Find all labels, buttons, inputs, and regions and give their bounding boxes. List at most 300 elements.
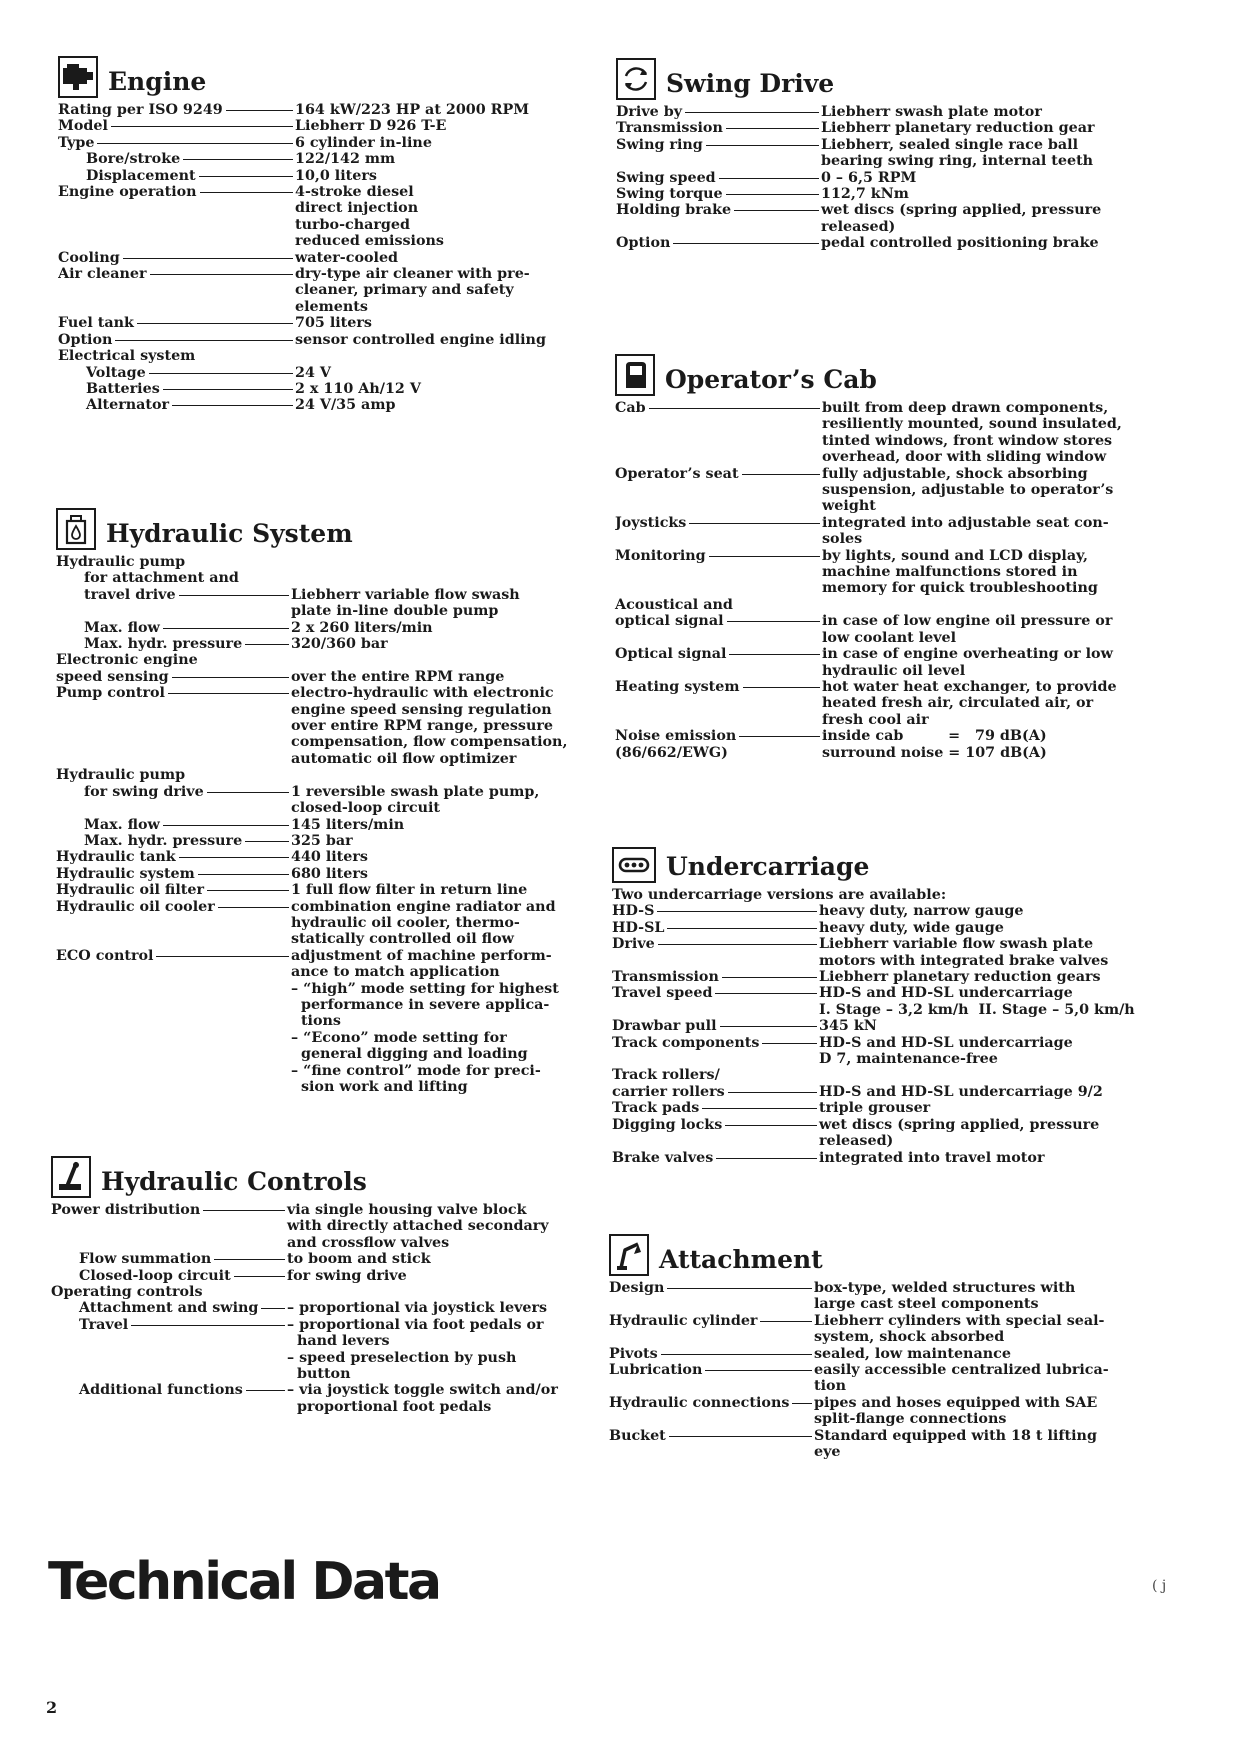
operators-cab-title: Operator’s Cab [665,365,877,394]
leader-line [722,977,817,978]
spec-value-line: 325 bar [291,832,353,849]
spec-value-line: Liebherr planetary reduction gear [821,120,1095,137]
leader-line [667,928,817,929]
spec-label: travel drive [84,586,176,603]
leader-line [245,841,289,842]
leader-line [234,1276,285,1277]
spec-value-line: elements [295,298,368,315]
spec-row [56,882,586,898]
spec-label: Max. hydr. pressure [84,832,243,849]
spec-row [609,1395,1184,1428]
spec-label: Electronic engine [56,652,198,669]
spec-label: Drive by [616,104,683,120]
spec-value-line: plate in-line double pump [291,603,499,620]
leader-line [179,857,289,858]
spec-value-line: to boom and stick [287,1251,431,1268]
spec-value [295,135,578,151]
spec-value-line: in case of engine overheating or low [822,646,1113,663]
spec-value [822,400,1185,466]
leader-line [163,825,289,826]
leader-line [111,126,293,127]
spec-value-line: 164 kW/223 HP at 2000 RPM [295,102,530,118]
spec-value-line: 24 V [295,364,331,381]
spec-row [616,235,1176,251]
spec-label: Option [58,331,113,348]
spec-label: Heating system [615,678,740,695]
spec-value [295,118,578,134]
spec-value-line: Liebherr swash plate motor [821,104,1042,120]
spec-value [819,1018,1187,1034]
spec-value [814,1428,1184,1461]
leader-line [649,408,820,409]
spec-value-line: 112,7 kNm [821,186,909,203]
spec-value [287,1251,581,1267]
leader-line [792,1403,812,1404]
engine-section [58,48,578,414]
spec-value-line: Standard equipped with 18 t lifting [814,1427,1097,1444]
spec-value [819,1084,1187,1100]
spec-value-line: direct injection [295,200,419,217]
spec-value [814,1362,1184,1395]
leader-line [97,143,293,144]
spec-label: Electrical system [58,348,196,365]
spec-value-line: resiliently mounted, sound insulated, [822,416,1122,433]
spec-row [616,104,1176,120]
spec-value-line: 705 liters [295,315,372,332]
spec-label: Hydraulic tank [56,849,176,866]
spec-value [291,784,586,817]
leader-line [179,595,289,596]
spec-value-line: released) [821,218,896,235]
spec-row [56,849,586,865]
spec-value-line: cleaner, primary and safety [295,282,514,299]
spec-value-line: 10,0 liters [295,167,377,184]
spec-row [615,466,1185,515]
spec-value-line: – speed preselection by push [287,1349,517,1366]
spec-value-line: for swing drive [287,1267,407,1284]
leader-line [123,258,293,259]
spec-row [612,1150,1187,1166]
spec-value-line: released) [819,1133,894,1150]
spec-row [51,1317,581,1383]
spec-value [821,120,1176,136]
spec-value-line: electro-hydraulic with electronic [291,685,554,702]
spec-row [58,102,578,118]
attachment-section [609,1226,1184,1460]
spec-row [58,332,578,348]
spec-label: Swing torque [616,186,723,203]
spec-value [822,515,1185,548]
spec-value-line: – “fine control” mode for preci- [291,1062,541,1079]
spec-row [56,948,586,1096]
spec-row [51,1382,581,1415]
spec-value-line: split-flange connections [814,1411,1007,1428]
swing-drive-section [616,50,1176,252]
leader-line [669,1436,812,1437]
spec-label: Track pads [612,1100,700,1117]
spec-value-line: hot water heat exchanger, to provide [822,678,1117,695]
swing-drive-spec-list [616,104,1176,252]
spec-value-line: 1 full flow filter in return line [291,882,528,899]
leader-line [172,405,293,406]
spec-value [291,685,586,767]
leader-line [199,176,293,177]
spec-value-line: integrated into travel motor [819,1149,1045,1166]
spec-row [615,613,1185,646]
spec-value-line: pedal controlled positioning brake [821,235,1099,252]
undercarriage-spec-list [612,903,1187,1166]
spec-row [56,817,586,833]
spec-row [612,1018,1187,1034]
spec-value-line: compensation, flow compensation, [291,734,568,751]
spec-value-line: 1 reversible swash plate pump, [291,783,540,800]
spec-label: Engine operation [58,184,197,201]
spec-row [612,1067,1187,1083]
spec-label: Hydraulic oil cooler [56,898,215,915]
spec-row [56,587,586,620]
spec-label: Batteries [86,380,160,397]
spec-value [814,1395,1184,1428]
spec-value-line: by lights, sound and LCD display, [822,547,1089,564]
spec-value-line: Liebherr variable flow swash plate [819,936,1094,953]
spec-value-line: inside cab = 79 dB(A) [822,728,1047,745]
spec-label: Swing ring [616,136,703,153]
spec-label: ECO control [56,947,154,964]
hydraulic-system-header [56,500,586,550]
spec-label: Acoustical and [615,596,733,613]
spec-label: Operator’s seat [615,465,739,482]
spec-row [56,833,586,849]
swing-drive-title: Swing Drive [666,69,835,98]
spec-value-line: heavy duty, narrow gauge [819,903,1024,920]
leader-line [702,1108,817,1109]
spec-label: Holding brake [616,202,732,219]
spec-value-line: Liebherr cylinders with special seal- [814,1312,1105,1329]
spec-value [291,899,586,948]
spec-value-line: hydraulic oil cooler, thermo- [291,914,520,931]
joystick-lever-icon [51,1156,91,1198]
leader-line [726,194,819,195]
leader-line [729,654,820,655]
leader-line [720,1026,817,1027]
spec-row [609,1428,1184,1461]
spec-row [51,1268,581,1284]
leader-line [734,210,819,211]
spec-label: Travel [79,1316,129,1333]
spec-value-line: suspension, adjustable to operator’s [822,482,1114,499]
spec-value [821,202,1176,235]
spec-value-line: proportional foot pedals [287,1398,492,1415]
spec-value [291,882,586,898]
spec-label: Transmission [612,969,719,986]
spec-label: carrier rollers [612,1083,725,1100]
spec-value-line: automatic oil flow optimizer [291,750,517,767]
spec-row [58,381,578,397]
spec-value [814,1346,1184,1362]
spec-value [822,646,1185,679]
spec-value [819,1035,1187,1068]
spec-value [295,266,578,315]
spec-value [287,1300,581,1316]
spec-value-line: sensor controlled engine idling [295,331,546,348]
spec-row [616,202,1176,235]
spec-row [609,1346,1184,1362]
undercarriage-section [612,833,1187,1166]
spec-row [615,745,1185,761]
spec-value-line: overhead, door with sliding window [822,449,1107,466]
spec-label: Hydraulic cylinder [609,1312,758,1329]
spec-value [291,948,586,1096]
leader-line [150,274,293,275]
leader-line [131,1325,285,1326]
spec-label: Rating per ISO 9249 [58,102,223,118]
spec-value-line: button [287,1366,351,1383]
spec-row [612,969,1187,985]
spec-value-line: system, shock absorbed [814,1329,1005,1346]
leader-line [715,993,817,994]
rotation-arrows-icon [616,58,656,100]
spec-label: Cab [615,400,646,416]
spec-row [615,646,1185,679]
spec-row [56,652,586,668]
spec-value [291,620,586,636]
spec-row [58,397,578,413]
attachment-header [609,1226,1184,1276]
crawler-track-icon [612,847,656,883]
operators-cab-header [615,346,1185,396]
excavator-arm-icon [609,1234,649,1276]
spec-label: for swing drive [84,783,204,800]
spec-row [612,985,1187,1018]
spec-value [819,985,1187,1018]
spec-value-line: 145 liters/min [291,816,405,833]
spec-value [291,587,586,620]
spec-value-line: integrated into adjustable seat con- [822,514,1109,531]
spec-value [821,104,1176,120]
spec-value-line: built from deep drawn components, [822,400,1109,416]
spec-value [819,1117,1187,1150]
spec-label: Design [609,1280,665,1296]
leader-line [762,1043,817,1044]
spec-value [822,548,1185,597]
hydraulic-controls-section [51,1148,581,1415]
leader-line [705,1370,812,1371]
spec-label: Alternator [86,397,170,414]
leader-line [156,956,289,957]
spec-row [612,1035,1187,1068]
spec-row [58,184,578,250]
spec-label: Hydraulic pump [56,767,186,784]
spec-value-line: sion work and lifting [291,1079,468,1095]
spec-value [295,250,578,266]
spec-value-line: low coolant level [822,629,957,646]
spec-label: Track rollers/ [612,1067,720,1084]
spec-value [295,102,578,118]
spec-row [56,899,586,948]
spec-label: Flow summation [79,1251,212,1268]
spec-value-line: in case of low engine oil pressure or [822,613,1113,630]
spec-label: Monitoring [615,547,706,564]
spec-value-line: general digging and loading [291,1046,528,1063]
spec-row [51,1300,581,1316]
spec-value-line: soles [822,531,863,548]
spec-label: Transmission [616,120,723,137]
leader-line [667,1288,812,1289]
leader-line [163,628,289,629]
spec-row [612,1117,1187,1150]
engine-title: Engine [108,67,207,96]
spec-value-line: 345 kN [819,1018,877,1035]
leader-line [760,1321,812,1322]
leader-line [149,373,293,374]
spec-value-line: fresh cool air [822,711,929,728]
spec-value [291,849,586,865]
spec-value [291,652,586,668]
spec-value-line: wet discs (spring applied, pressure [819,1116,1100,1133]
spec-value [287,1268,581,1284]
spec-label: Additional functions [79,1382,243,1399]
spec-row [609,1280,1184,1313]
leader-line [226,110,293,111]
spec-label: Bore/stroke [86,151,181,168]
spec-label: Joysticks [615,514,687,531]
spec-value-line: engine speed sensing regulation [291,701,552,718]
spec-value-line: reduced emissions [295,233,444,250]
spec-label: Max. flow [84,619,160,636]
attachment-spec-list [609,1280,1184,1460]
engine-icon [58,56,98,98]
spec-value-line: – via joystick toggle switch and/or [287,1382,558,1399]
spec-value [821,170,1176,186]
spec-label: Hydraulic connections [609,1394,790,1411]
operators-cab-section [615,346,1185,761]
spec-row [615,728,1185,744]
spec-value-line: Liebherr D 926 T-E [295,118,447,135]
spec-row [616,137,1176,170]
spec-label: Power distribution [51,1202,201,1218]
spec-value-line: closed-loop circuit [291,800,441,817]
spec-value [821,137,1176,170]
leader-line [163,389,293,390]
spec-row [612,936,1187,969]
spec-label: Drive [612,936,655,953]
spec-label: optical signal [615,613,724,630]
spec-value-line: dry-type air cleaner with pre- [295,266,530,283]
page-number: 2 [46,1698,58,1717]
spec-row [56,620,586,636]
spec-value-line: triple grouser [819,1100,931,1117]
margin-mark: ( j [1152,1578,1167,1594]
spec-label: Type [58,134,95,151]
spec-value-line: HD-S and HD-SL undercarriage 9/2 [819,1083,1103,1100]
spec-label: Cooling [58,249,120,266]
hydraulic-controls-header [51,1148,581,1198]
spec-row [58,118,578,134]
spec-label: Air cleaner [58,266,147,283]
spec-value [819,920,1187,936]
spec-value-line: heavy duty, wide gauge [819,919,1004,936]
spec-row [612,903,1187,919]
leader-line [214,1259,285,1260]
leader-line [245,644,289,645]
leader-line [685,112,819,113]
leader-line [183,159,293,160]
spec-value-line: – proportional via joystick levers [287,1300,548,1317]
spec-value-line: 320/360 bar [291,636,388,653]
spec-value-line: surround noise = 107 dB(A) [822,744,1047,761]
leader-line [689,523,820,524]
spec-value-line: sealed, low maintenance [814,1345,1011,1362]
spec-label: Pivots [609,1345,658,1362]
spec-value-line: pipes and hoses equipped with SAE [814,1394,1098,1411]
spec-value-line: turbo-charged [295,216,410,233]
leader-line [198,874,289,875]
leader-line [728,1092,817,1093]
spec-value-line: – proportional via foot pedals or [287,1316,544,1333]
spec-label: Operating controls [51,1284,203,1301]
spec-label: speed sensing [56,668,169,685]
engine-spec-list [58,102,578,414]
spec-value [822,679,1185,728]
spec-value [295,397,578,413]
spec-value-line: HD-S and HD-SL undercarriage [819,1034,1073,1051]
spec-row [51,1284,581,1300]
leader-line [200,192,293,193]
spec-value-line: tinted windows, front window stores [822,432,1113,449]
spec-label: Max. flow [84,816,160,833]
spec-value-line: Liebherr, sealed single race ball [821,136,1079,153]
spec-value [295,184,578,250]
spec-row [609,1313,1184,1346]
spec-value [295,332,578,348]
leader-line [657,911,817,912]
spec-value [819,1067,1187,1083]
spec-label: Voltage [86,364,146,381]
spec-label: Bucket [609,1427,666,1444]
spec-label: Digging locks [612,1116,723,1133]
leader-line [172,677,289,678]
spec-value-line: 4-stroke diesel [295,184,414,201]
spec-value [287,1317,581,1383]
spec-value-line: machine malfunctions stored in [822,564,1078,581]
leader-line [709,556,820,557]
spec-label: Swing speed [616,169,716,186]
spec-label: Pump control [56,685,165,702]
leader-line [168,693,289,694]
spec-row [616,120,1176,136]
spec-row [56,554,586,570]
spec-row [56,685,586,767]
spec-row [612,1100,1187,1116]
spec-label: Travel speed [612,985,713,1002]
spec-value-line: 2 x 110 Ah/12 V [295,380,421,397]
spec-value-line: Liebherr planetary reduction gears [819,969,1101,986]
leader-line [725,1125,817,1126]
spec-value-line: eye [814,1444,841,1461]
spec-value [291,554,586,570]
spec-value [295,348,578,364]
leader-line [137,323,293,324]
spec-row [615,679,1185,728]
undercarriage-header [612,833,1187,883]
spec-value [819,969,1187,985]
spec-label: Hydraulic system [56,865,195,882]
leader-line [203,1210,285,1211]
spec-value-line: water-cooled [295,249,399,266]
leader-line [115,340,293,341]
spec-value [287,1202,581,1251]
spec-value-line: heated fresh air, circulated air, or [822,695,1094,712]
